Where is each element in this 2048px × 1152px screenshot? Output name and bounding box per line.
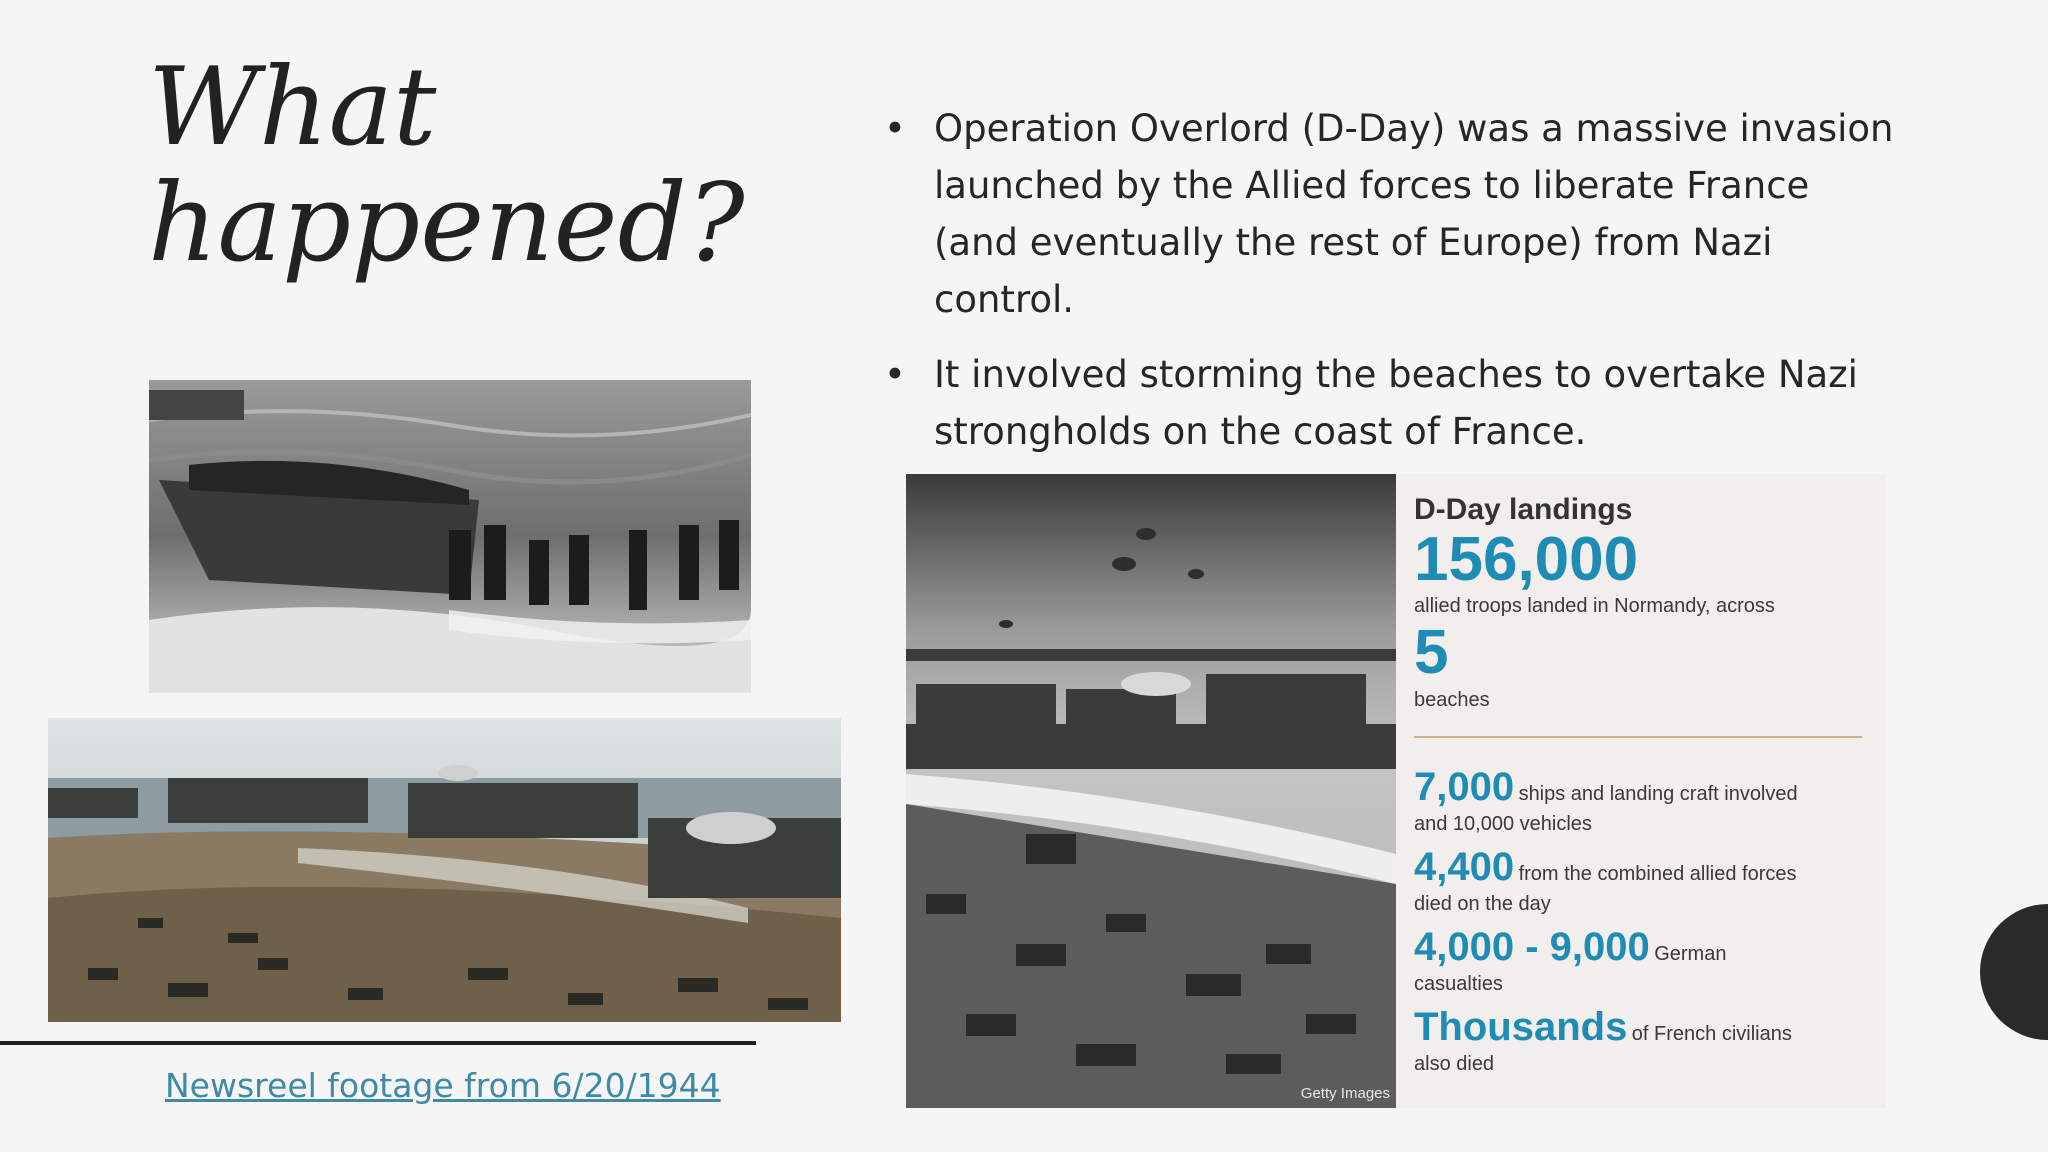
bullet-text: Operation Overlord (D-Day) was a massive invasion launched by the Allied forces to liberate France (and eventually the rest of Europe) from Nazi control. [934,107,1894,321]
bullet-marker: • [884,107,906,150]
bullet-list [880,100,1900,478]
troops-text: allied troops landed in Normandy, across [1414,595,1775,617]
landing-craft-photo [149,380,751,693]
page-title [148,45,768,286]
ships-text-2: and 10,000 vehicles [1414,813,1592,835]
infographic-photo [906,474,1396,1108]
infographic-heading: D-Day landings [1414,493,1633,526]
stats-panel [1414,492,1874,1078]
deaths-text: from the combined allied forces [1518,863,1797,885]
deaths-value: 4,400 [1414,845,1515,889]
bullet-text: It involved storming the beaches to overtake Nazi strongholds on the coast of France. [934,353,1858,453]
dday-infographic [906,474,1886,1108]
beaches-text: beaches [1414,689,1490,711]
beach-landing-photo [48,718,841,1022]
german-text: German [1654,943,1727,965]
ships-text: ships and landing craft involved [1518,783,1798,805]
german-casualties-stat [1414,924,1874,998]
decorative-circle [1980,904,2048,1040]
newsreel-link[interactable]: Newsreel footage from 6/20/1944 [165,1066,721,1105]
bullet-item [880,100,1900,328]
beaches-value: 5 [1414,618,1449,687]
deaths-text-2: died on the day [1414,893,1551,915]
civilian-stat [1414,1004,1874,1078]
ships-value: 7,000 [1414,765,1515,809]
photo-credit: Getty Images [1300,1085,1390,1102]
stats-divider [1414,736,1862,738]
horizontal-divider [0,1041,756,1045]
civilian-text: of French civilians [1631,1023,1792,1045]
german-value: 4,000 - 9,000 [1414,925,1650,969]
civilian-value: Thousands [1414,1005,1628,1049]
civilian-text-2: also died [1414,1053,1495,1075]
title-line-2: happened? [148,161,745,286]
german-text-2: casualties [1414,973,1503,995]
troops-value: 156,000 [1414,525,1639,594]
title-line-1: What [148,45,437,170]
ships-stat [1414,764,1874,838]
bullet-marker: • [884,353,906,396]
deaths-stat [1414,844,1874,918]
bullet-item [880,346,1900,460]
